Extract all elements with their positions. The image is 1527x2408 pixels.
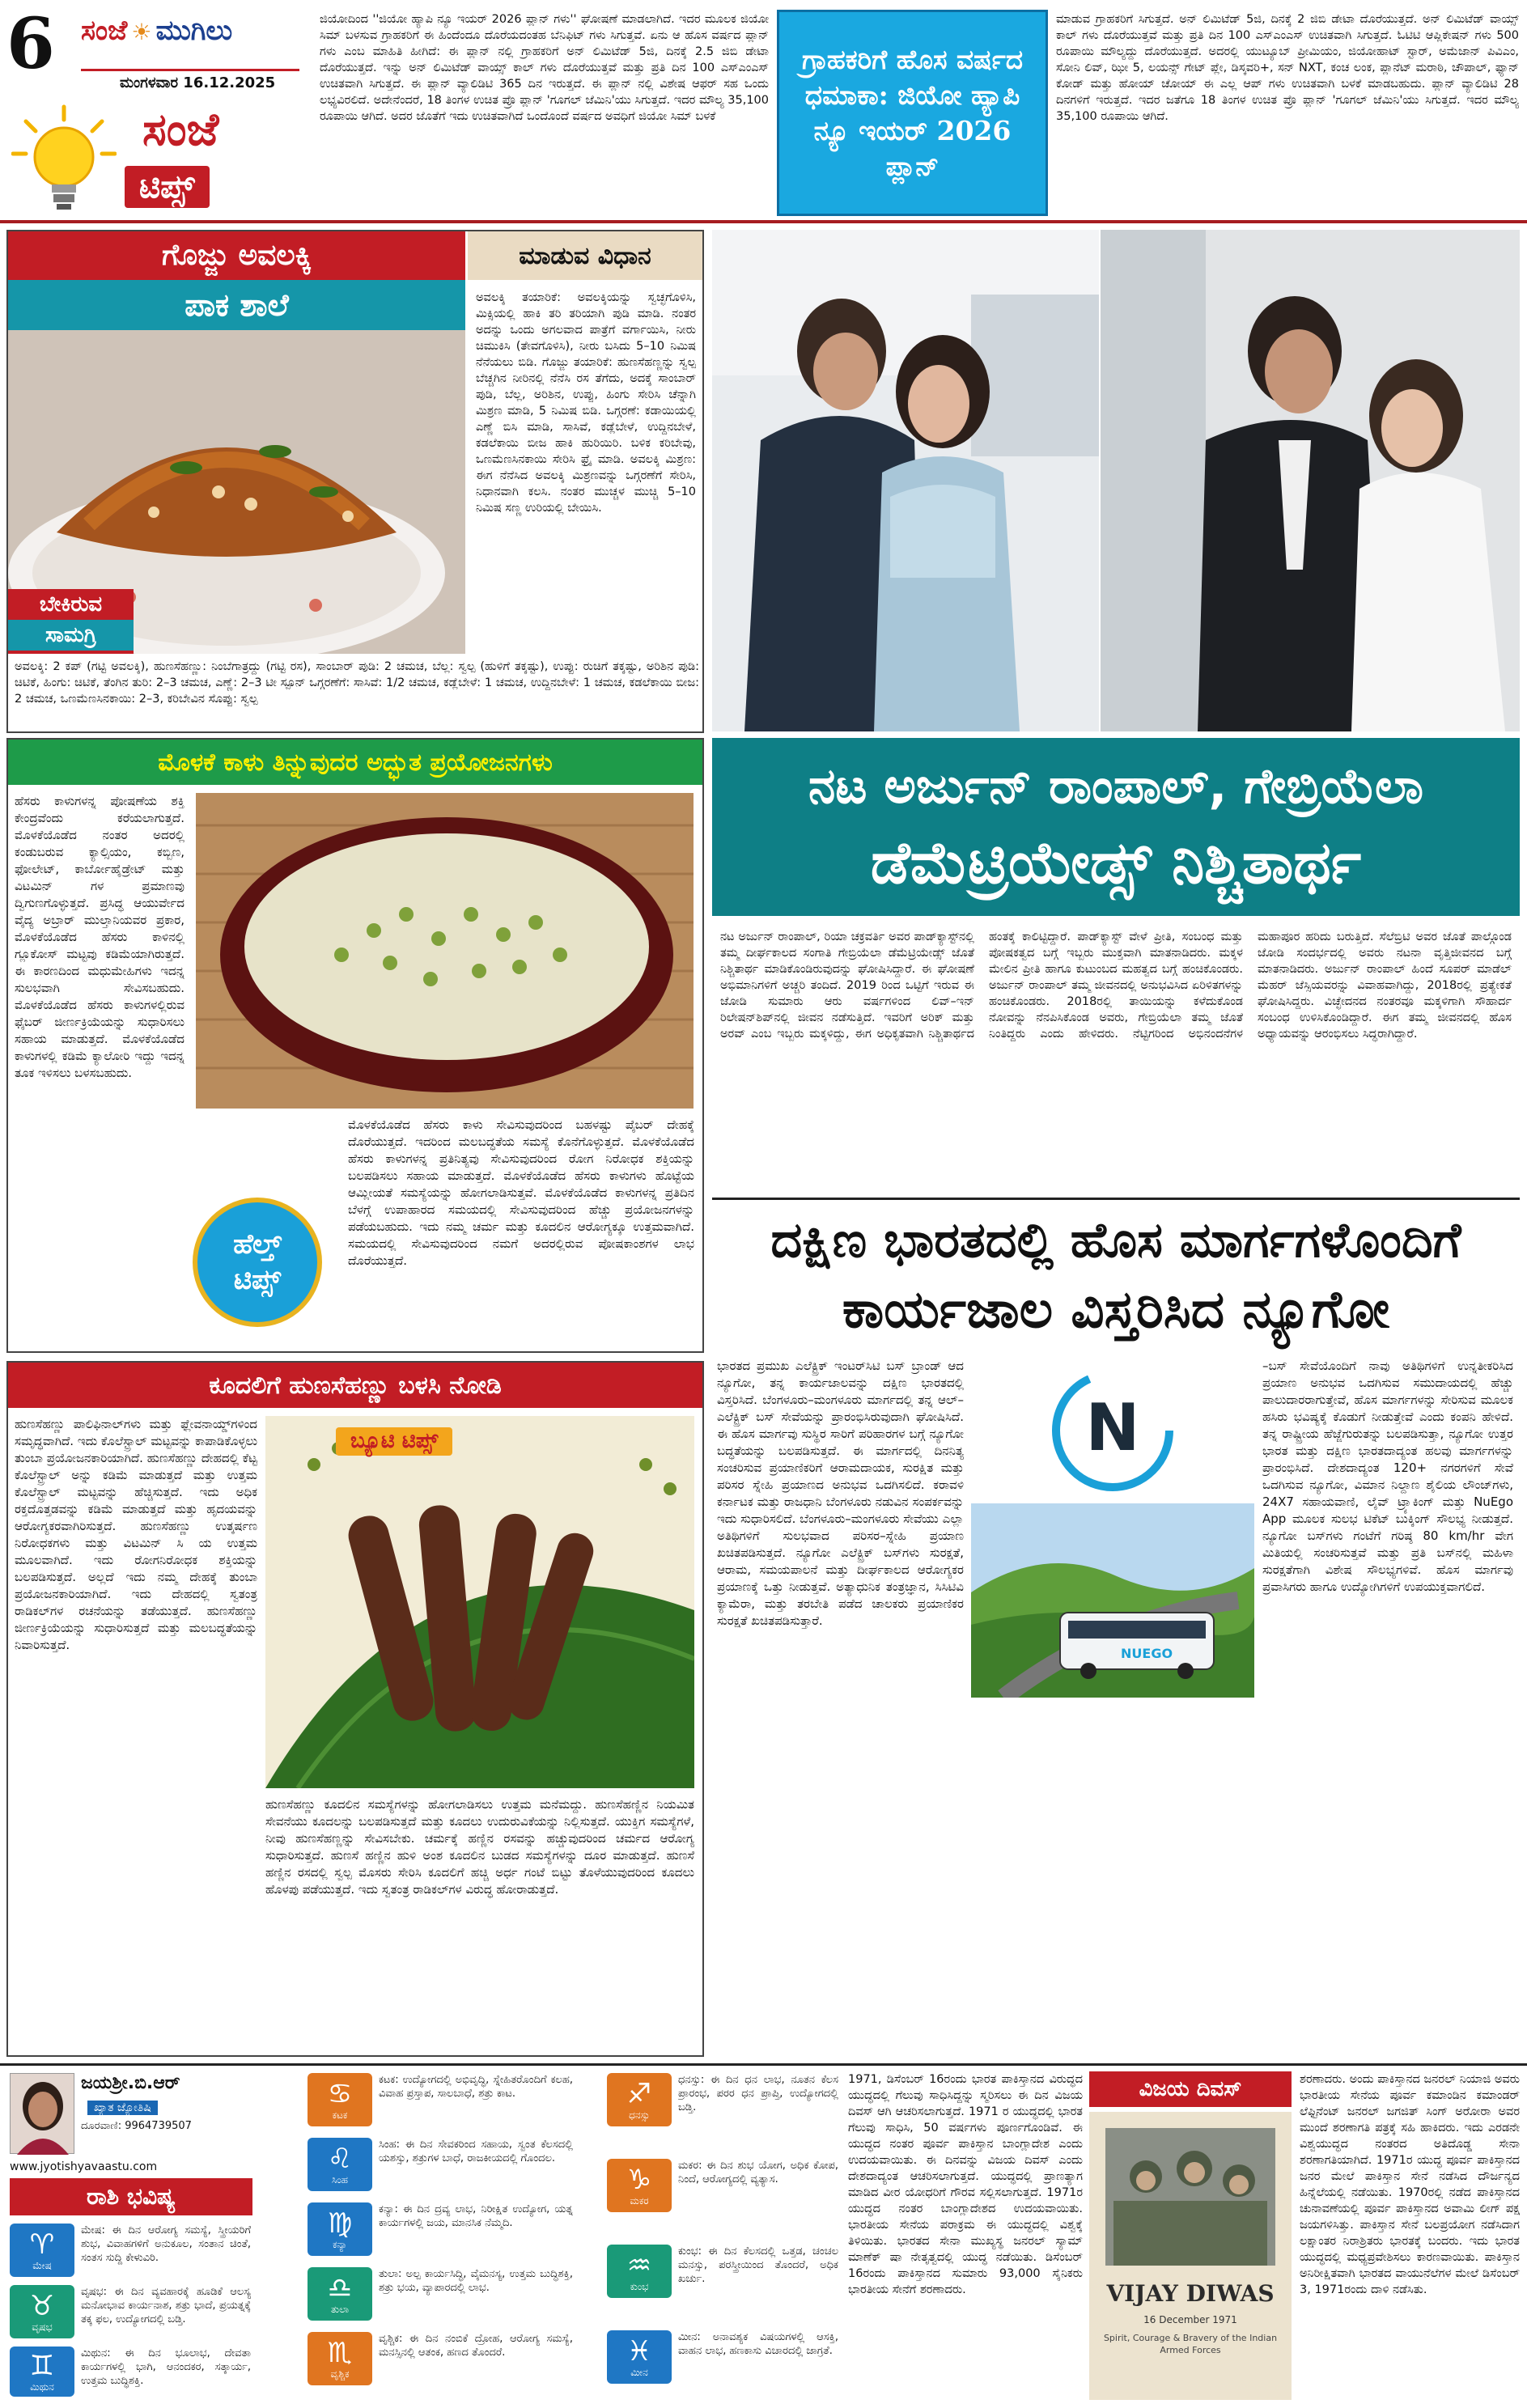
astrologer-phone: ದೂರವಾಣಿ: 9964739507 [81, 2120, 192, 2132]
ingredients-label-line1: ಬೇಕಿರುವ [39, 592, 103, 617]
sprouts-title-bar [8, 740, 702, 785]
tips-title-line1: ಸಂಜೆ [142, 104, 219, 156]
sign-sagittarius [607, 2073, 840, 2144]
sign-libra-text: ತುಲಾ: ಅಲ್ಪ ಕಾರ್ಯಸಿದ್ಧಿ, ವೈಮನಸ್ಯ, ಉತ್ತಮ ಬುದ್ಧಿಶಕ್ತಿ, ಶತ್ರು ಭಯ, ವ್ಯಾಪಾರದಲ್ಲಿ ಲಾಭ. [379, 2268, 573, 2294]
nuego-headline [712, 1206, 1520, 1351]
nuego-body-right: –ಬಸ್ ಸೇವೆಯೊಂದಿಗೆ ನಾವು ಅತಿಥಿಗಳಿಗೆ ಉನ್ನತೀಕರಿಸಿದ ಪ್ರಯಾಣ ಅನುಭವ ಒದಗಿಸುವ ಸಮುದಾಯದಲ್ಲಿ ಹೆಚ್ಚು ಪಾಲುದಾರರಾಗುತ್ತೇವೆ, ಹೊಸ ಮಾರ್ಗಗಳನ್ನು ಸೇರಿಸುವ ಮೂಲಕ ಹಸಿರು ಭವಿಷ್ಯಕ್ಕೆ ಕೊಡುಗೆ ನೀಡುತ್ತೇವೆ ಎಂದು ಕಂಪನಿ ಹೇಳಿದೆ. ತನ್ನ ರಾಷ್ಟ್ರೀಯ ಹೆಜ್ಜೆಗುರುತನ್ನು ಬಲಪಡಿಸುತ್ತಾ, ನ್ಯೂಗೋ ಉತ್ತರ ಭಾರತ ಮತ್ತು ದಕ್ಷಿಣ ಭಾರತದಾದ್ಯಂತ ಹಲವು ಮಾರ್ಗಗಳನ್ನು ಪ್ರಾರಂಭಿಸಿದೆ. ದೇಶದಾದ್ಯಂತ 120+ ನಗರಗಳಿಗೆ ಸೇವೆ ಒದಗಿಸುವ ನ್ಯೂಗೋ, ವಿಮಾನ ನಿಲ್ದಾಣ ಶೈಲಿಯ ಲೌಂಜ್‌ಗಳು, 24X7 ಸಹಾಯವಾಣಿ, ಲೈವ್ ಟ್ರ್ಯಾಕಿಂಗ್ ಮತ್ತು NuEgo App ಮೂಲಕ ಸುಲಭ ಟಿಕೆಟ್ ಬುಕ್ಕಿಂಗ್ ಸೌಲಭ್ಯ ನೀಡುತ್ತದೆ. ನ್ಯೂಗೋ ಬಸ್‌ಗಳು ಗಂಟೆಗೆ ಗರಿಷ್ಠ 80 km/hr ವೇಗ ಮಿತಿಯಲ್ಲಿ ಸಂಚರಿಸುತ್ತವೆ ಮತ್ತು ಪ್ರತಿ ಬಸ್‌ನಲ್ಲಿ ಮಹಿಳಾ ಸುರಕ್ಷತೆಗಾಗಿ ವಿಶೇಷ ಸೌಲಭ್ಯಗಳಿವೆ. ಹೊಸ ಮಾರ್ಗವು ಪ್ರವಾಸಿಗರು ಹಾಗೂ ಉದ್ಯೋಗಿಗಳಿಗೆ ಉಪಯುಕ್ತವಾಗಲಿದೆ. [1262, 1359, 1513, 1594]
vijay-body-left: 1971, ಡಿಸೆಂಬರ್ 16ರಂದು ಭಾರತ ಪಾಕಿಸ್ತಾನದ ವಿರುದ್ಧದ ಯುದ್ಧದಲ್ಲಿ ಗೆಲುವು ಸಾಧಿಸಿದ್ದನ್ನು ಸ್ಮರಿಸಲು ಈ ದಿನ ವಿಜಯ ದಿವಸ್ ಆಗಿ ಆಚರಿಸಲಾಗುತ್ತದೆ. 1971 ರ ಯುದ್ಧದಲ್ಲಿ ಭಾರತ ಗೆಲುವು ಸಾಧಿಸಿ, 50 ವರ್ಷಗಳು ಪೂರ್ಣಗೊಂಡಿವೆ. ಈ ಯುದ್ಧದ ನಂತರ ಪೂರ್ವ ಪಾಕಿಸ್ತಾನ ಬಾಂಗ್ಲಾದೇಶ ಎಂದು ಉದಯವಾಯಿತು. ಈ ದಿನವನ್ನು ವಿಜಯ ದಿವಸ್ ಎಂದು ದೇಶದಾದ್ಯಂತ ಆಚರಿಸಲಾಗುತ್ತದೆ. ಯುದ್ಧದಲ್ಲಿ ಪ್ರಾಣತ್ಯಾಗ ಮಾಡಿದ ವೀರ ಯೋಧರಿಗೆ ಗೌರವ ಸಲ್ಲಿಸಲಾಗುತ್ತದೆ. 1971ರ ಯುದ್ಧದ ನಂತರ ಬಾಂಗ್ಲಾದೇಶದ ಉದಯವಾಯಿತು. ಭಾರತೀಯ ಸೇನೆಯ ಪರಾಕ್ರಮ ಈ ಯುದ್ಧದಲ್ಲಿ ವಿಶ್ವಕ್ಕೆ ತಿಳಿಯಿತು. ಭಾರತದ ಸೇನಾ ಮುಖ್ಯಸ್ಥ ಜನರಲ್ ಸ್ಯಾಮ್ ಮಾಣೆಕ್ ಷಾ ನೇತೃತ್ವದಲ್ಲಿ ಯುದ್ಧ ನಡೆಯಿತು. ಡಿಸೆಂಬರ್ 16ರಂದು ಪಾಕಿಸ್ತಾನದ ಸುಮಾರು 93,000 ಸೈನಿಕರು ಭಾರತೀಯ ಸೇನೆಗೆ ಶರಣಾದರು. [848, 2073, 1083, 2296]
sign-virgo [308, 2202, 575, 2261]
kitchen-label: ಪಾಕ ಶಾಲೆ [185, 286, 289, 323]
jio-headline-box [777, 10, 1048, 216]
sign-capricorn-text: ಮಕರ: ಈ ದಿನ ಶುಭ ಯೋಗ, ಅಧಿಕ ಕೋಪ, ನಿಂದೆ, ಆರೋಗ್ಯದಲ್ಲಿ ವ್ಯತ್ಯಾಸ. [678, 2160, 838, 2185]
palm-icon: ☀ [131, 19, 152, 45]
nuego-headline-line1: ದಕ್ಷಿಣ ಭಾರತದಲ್ಲಿ ಹೊಸ ಮಾರ್ಗಗಳೊಂದಿಗೆ [770, 1212, 1461, 1269]
arjun-body: ನಟ ಅರ್ಜುನ್ ರಾಂಪಾಲ್, ರಿಯಾ ಚಕ್ರವರ್ತಿ ಅವರ ಪಾಡ್‌ಕ್ಯಾಸ್ಟ್‌ನಲ್ಲಿ ತಮ್ಮ ದೀರ್ಘಕಾಲದ ಸಂಗಾತಿ ಗೇಬ್ರಿಯೆಲಾ ಡೆಮೆಟ್ರಿಯೇಡ್ಸ್ ಜೊತೆ ನಿಶ್ಚಿತಾರ್ಥ ಮಾಡಿಕೊಂಡಿರುವುದನ್ನು ಘೋಷಿಸಿದ್ದಾರೆ. ಈ ಘೋಷಣೆ ಅಭಿಮಾನಿಗಳಿಗೆ ಅಚ್ಚರಿ ತಂದಿದೆ. 2019 ರಿಂದ ಒಟ್ಟಿಗೆ ಇರುವ ಈ ಜೋಡಿ ಸುಮಾರು ಆರು ವರ್ಷಗಳಿಂದ ಲಿವ್–ಇನ್ ರಿಲೇಷನ್‌ಶಿಪ್‌ನಲ್ಲಿ ಜೀವನ ನಡೆಸುತ್ತಿದೆ. ಇವರಿಗೆ ಅರಿಕ್ ಮತ್ತು ಅರವ್ ಎಂಬ ಇಬ್ಬರು ಮಕ್ಕಳಿದ್ದು, ಈಗ ಅಧಿಕೃತವಾಗಿ ನಿಶ್ಚಿತಾರ್ಥದ ಹಂತಕ್ಕೆ ಕಾಲಿಟ್ಟಿದ್ದಾರೆ. ಪಾಡ್‌ಕ್ಯಾಸ್ಟ್ ವೇಳೆ ಪ್ರೀತಿ, ಸಂಬಂಧ ಮತ್ತು ಪೋಷಕತ್ವದ ಬಗ್ಗೆ ಇಬ್ಬರು ಮುಕ್ತವಾಗಿ ಮಾತನಾಡಿದರು. ಮಕ್ಕಳ ಮೇಲಿನ ಪ್ರೀತಿ ಹಾಗೂ ಕುಟುಂಬದ ಮಹತ್ವದ ಬಗ್ಗೆ ಹಂಚಿಕೊಂಡರು. ಅರ್ಜುನ್ ರಾಂಪಾಲ್ ತಮ್ಮ ಜೀವನದಲ್ಲಿ ಅನುಭವಿಸಿದ ಏರಿಳಿತಗಳನ್ನು ಹಂಚಿಕೊಂಡರು. 2018ರಲ್ಲಿ ತಾಯಿಯನ್ನು ಕಳೆದುಕೊಂಡ ನೋವನ್ನು ನೆನಪಿಸಿಕೊಂಡ ಅವರು, ಗೇಬ್ರಿಯೆಲಾ ತಮ್ಮ ಜೊತೆ ನಿಂತಿದ್ದರು ಎಂದು ಹೇಳಿದರು. ನೆಟ್ಟಿಗರಿಂದ ಅಭಿನಂದನೆಗಳ ಮಹಾಪೂರ ಹರಿದು ಬರುತ್ತಿದೆ. ಸೆಲೆಬ್ರಿಟಿ ಅವರ ಜೊತೆ ಪಾಲ್ಗೊಂಡ ಜೋಡಿ ಸಂದರ್ಭದಲ್ಲಿ ಅವರು ನಟನಾ ವೃತ್ತಿಜೀವನದ ಬಗ್ಗೆ ಮಾತನಾಡಿದರು. ಅರ್ಜುನ್ ರಾಂಪಾಲ್ ಹಿಂದೆ ಸೂಪರ್ ಮಾಡೆಲ್ ಮೆಹರ್ ಜೆಸ್ಸಿಯವರನ್ನು ವಿವಾಹವಾಗಿದ್ದು, 2018ರಲ್ಲಿ ಪ್ರತ್ಯೇಕತೆ ಘೋಷಿಸಿದ್ದರು. ವಿಚ್ಛೇದನದ ನಂತರವೂ ಮಕ್ಕಳಿಗಾಗಿ ಸೌಹಾರ್ದ ಸಂಬಂಧ ಉಳಿಸಿಕೊಂಡಿದ್ದಾರೆ. ಈಗ ತಮ್ಮ ಜೀವನದಲ್ಲಿ ಹೊಸ ಅಧ್ಯಾಯವನ್ನು ಆರಂಭಿಸಲು ಸಿದ್ಧರಾಗಿದ್ದಾರೆ. [720, 931, 1512, 1041]
sprouts-body-right: ಮೊಳಕೆಯೊಡೆದ ಹೆಸರು ಕಾಳು ಸೇವಿಸುವುದರಿಂದ ಬಹಳಷ್ಟು ಪೈಬರ್ ದೇಹಕ್ಕೆ ದೊರೆಯುತ್ತದೆ. ಇದರಿಂದ ಮಲಬದ್ಧತೆಯ ಸಮಸ್ಯೆ ಕೊನೆಗೊಳ್ಳುತ್ತದೆ. ಮೊಳಕೆಯೊಡೆದ ಹೆಸರು ಕಾಳುಗಳನ್ನ ಪ್ರತಿನಿತ್ಯವು ಸೇವಿಸುವುದರಿಂದ ರೋಗ ನಿರೋಧಕ ಶಕ್ತಿಯನ್ನು ಬಲಪಡಿಸಲು ಸಹಾಯ ಮಾಡುತ್ತದೆ. ಮೊಳಕೆಯೊಡೆದ ಹೆಸರು ಕಾಳುಗಳು ಹೊಟ್ಟೆಯ ಆಮ್ಲೀಯತೆ ಸಮಸ್ಯೆಯನ್ನು ಹೋಗಲಾಡಿಸುತ್ತವೆ. ಮೊಳಕೆಯೊಡೆದ ಕಾಳುಗಳನ್ನ ಪ್ರತಿದಿನ ಬೆಳಗ್ಗೆ ಉಪಾಹಾರದ ಸಮಯದಲ್ಲಿ ಸೇವಿಸುವುದರಿಂದ ಹೆಚ್ಚು ಪ್ರಯೋಜನಗಳನ್ನು ಪಡೆಯಬಹುದು. ಇದು ನಮ್ಮ ಚರ್ಮ ಮತ್ತು ಕೂದಲಿನ ಆರೋಗ್ಯಕ್ಕೂ ಉತ್ತಮವಾಗಿದೆ. ಸಮಯದಲ್ಲಿ ಸೇವಿಸುವುದರಿಂದ ನಮಗೆ ಅದರಲ್ಲಿರುವ ಪೋಷಕಾಂಶಗಳ ಲಾಭ ದೊರೆಯುತ್ತದೆ. [348, 1117, 694, 1268]
brand-name-part2: ಮುಗಿಲು [155, 15, 233, 47]
nuego-headline-line2: ಕಾರ್ಯಜಾಲ ವಿಸ್ತರಿಸಿದ ನ್ಯೂಗೋ [842, 1280, 1390, 1340]
sign-sagittarius-text: ಧನಸ್ಸು: ಈ ದಿನ ಧನ ಲಾಭ, ನೂತನ ಕೆಲಸ ಪ್ರಾರಂಭ, ಪರರ ಧನ ಪ್ರಾಪ್ತಿ, ಉದ್ಯೋಗದಲ್ಲಿ ಬಡ್ತಿ. [678, 2074, 838, 2113]
brand-logo [81, 15, 299, 71]
recipe-section [6, 230, 704, 733]
arjun-gabriella-photo-left [712, 230, 1099, 731]
health-tips-line2: ಟಿಪ್ಸ್ [233, 1264, 282, 1296]
ingredients-label [8, 589, 134, 654]
sign-aquarius [607, 2245, 840, 2316]
cancer-icon: ♋ ಕಟಕ [308, 2073, 372, 2126]
sign-leo-text: ಸಿಂಹ: ಈ ದಿನ ಸೇವಕರಿಂದ ಸಹಾಯ, ಸ್ವಂತ ಕೆಲಸದಲ್ಲಿ ಯಶಸ್ಸು, ಶತ್ರುಗಳ ಬಾಧೆ, ರಾಜಕೀಯದಲ್ಲಿ ಗೊಂದಲ. [379, 2139, 573, 2164]
sign-cancer [308, 2073, 575, 2131]
scorpio-icon: ♏ ವೃಶ್ಚಿಕ [308, 2332, 372, 2385]
health-tips-badge [193, 1198, 322, 1327]
sign-aries-text: ಮೇಷ: ಈ ದಿನ ಆರೋಗ್ಯ ಸಮಸ್ಯೆ, ಸ್ತ್ರೀಯರಿಗೆ ಶುಭ, ವಿವಾಹಗಳಿಗೆ ಅನುಕೂಲ, ಸಂತಾನ ಚಿಂತೆ, ಸಂತಸ ಸುದ್ದಿ ಕೇಳುವಿರಿ. [81, 2224, 251, 2264]
astrologer-website: www.jyotishyavaastu.com [10, 2160, 158, 2173]
masthead [6, 3, 306, 214]
kitchen-label-bar [8, 280, 465, 330]
horoscope-section [6, 2070, 840, 2402]
pisces-icon: ♓ ಮೀನ [607, 2330, 672, 2384]
lightbulb-icon [11, 104, 117, 213]
vijay-poster-date: 16 December 1971 [1143, 2314, 1237, 2325]
sign-gemini-text: ಮಿಥುನ: ಈ ದಿನ ಭೂಲಾಭ, ದೇವತಾ ಕಾರ್ಯಗಳಲ್ಲಿ ಭಾಗಿ, ಆನಂದಕರ, ಸತ್ಕಾರ್ಯ, ಉತ್ತಮ ಬುದ್ಧಿಶಕ್ತಿ. [81, 2347, 251, 2387]
sign-scorpio [308, 2332, 575, 2397]
aquarius-icon: ♒ ಕುಂಭ [607, 2245, 672, 2298]
recipe-ingredients-text: ಅವಲಕ್ಕಿ: 2 ಕಪ್ (ಗಟ್ಟಿ ಅವಲಕ್ಕಿ), ಹುಣಸೆಹಣ್ಣು: ನಿಂಬೆಗಾತ್ರದ್ದು (ಗಟ್ಟಿ ರಸ), ಸಾಂಬಾರ್ ಪುಡಿ: 2 ಚಮಚ, ಬೆಲ್ಲ: ಸ್ವಲ್ಪ (ಹುಳಿಗೆ ತಕ್ಕಷ್ಟು), ಉಪ್ಪು: ರುಚಿಗೆ ತಕ್ಕಷ್ಟು, ಅರಿಶಿನ ಪುಡಿ: ಚಿಟಿಕೆ, ಹಿಂಗು: ಚಿಟಿಕೆ, ತೆಂಗಿನ ತುರಿ: 2–3 ಚಮಚ, ಎಣ್ಣೆ: 2–3 ಟೀ ಸ್ಪೂನ್ ಒಗ್ಗರಣೆಗೆ: ಸಾಸಿವೆ: 1/2 ಚಮಚ, ಕಡ್ಲೆಬೇಳೆ: 1 ಚಮಚ, ಉದ್ದಿನಬೇಳೆ: 1 ಚಮಚ, ಕಡಲೆಕಾಯಿ ಬೀಜ: 2 ಚಮಚ, ಒಣಮೆಣಸಿನಕಾಯಿ: 2–3, ಕರಿಬೇವಿನ ಸೊಪ್ಪು: ಸ್ವಲ್ಪ [15, 660, 699, 706]
capricorn-icon: ♑ ಮಕರ [607, 2159, 672, 2212]
brand-name-part1: ಸಂಜೆ [81, 15, 128, 47]
sign-leo [308, 2138, 575, 2196]
recipe-title-bar [8, 231, 465, 280]
beauty-tips-label: ಬ್ಯೂಟಿ ಟಿಪ್ಸ್ [336, 1427, 452, 1456]
sprouts-title: ಮೊಳಕೆ ಕಾಳು ತಿನ್ನುವುದರ ಅದ್ಭುತ ಪ್ರಯೋಜನಗಳು [158, 748, 553, 777]
arjun-headline-line2: ಡೆಮೆಟ್ರಿಯೇಡ್ಸ್ ನಿಶ್ಚಿತಾರ್ಥ [870, 829, 1362, 897]
sprouts-body-left: ಹೆಸರು ಕಾಳುಗಳನ್ನ ಪೋಷಣೆಯ ಶಕ್ತಿ ಕೇಂದ್ರವೆಂದು ಕರೆಯಲಾಗುತ್ತದೆ. ಮೊಳಕೆಯೊಡೆದ ನಂತರ ಅದರಲ್ಲಿ ಕಂಡುಬರುವ ಕ್ಯಾಲ್ಸಿಯಂ, ಕಬ್ಬಿಣ, ಫೋಲೇಟ್, ಕಾರ್ಬೋಹೈಡ್ರೇಟ್ ಮತ್ತು ವಿಟಮಿನ್ ಗಳ ಪ್ರಮಾಣವು ದ್ವಿಗುಣಗೊಳ್ಳುತ್ತದೆ. ಪ್ರಸಿದ್ಧ ಆಯುರ್ವೇದ ವೈದ್ಯ ಅಬ್ರಾರ್ ಮುಲ್ತಾನಿಯವರ ಪ್ರಕಾರ, ಮೊಳಕೆಯೊಡೆದ ಹೆಸರು ಕಾಳಿನಲ್ಲಿ ಗ್ಲೂಕೋಸ್ ಮಟ್ಟವು ಕಡಿಮೆಯಾಗಿರುತ್ತದೆ. ಈ ಕಾರಣದಿಂದ ಮಧುಮೇಹಿಗಳು ಇದನ್ನ ಸುಲಭವಾಗಿ ಸೇವಿಸಬಹುದು. ಮೊಳಕೆಯೊಡೆದ ಹೆಸರು ಕಾಳುಗಳಲ್ಲಿರುವ ಫೈಬರ್ ಜೀರ್ಣಕ್ರಿಯೆಯನ್ನು ಸುಧಾರಿಸಲು ಸಹಾಯ ಮಾಡುತ್ತದೆ. ಮೊಳಕೆಯೊಡೆದ ಕಾಳುಗಳಲ್ಲಿ ಕಡಿಮೆ ಕ್ಯಾಲೋರಿ ಇದ್ದು ಇದನ್ನ ತೂಕ ಇಳಿಸಲು ಬಳಸಬಹುದು. [15, 794, 185, 1080]
tamarind-title-bar [8, 1363, 702, 1408]
jio-headline: ಗ್ರಾಹಕರಿಗೆ ಹೊಸ ವರ್ಷದ ಧಮಾಕಾ: ಜಿಯೋ ಹ್ಯಾಪಿ ನ್ಯೂ ಇಯರ್ 2026 ಪ್ಲಾನ್ [801, 43, 1024, 182]
method-label-bar [465, 231, 702, 280]
sign-gemini [10, 2347, 252, 2400]
sign-pisces-text: ಮೀನ: ಅನಾವಶ್ಯಕ ವಿಷಯಗಳಲ್ಲಿ ಆಸಕ್ತಿ, ವಾಹನ ಲಾಭ, ಹಣಕಾಸು ವಿಚಾರದಲ್ಲಿ ಜಾಗ್ರತೆ. [678, 2331, 838, 2357]
vijay-title: ವಿಜಯ ದಿವಸ್ [1139, 2076, 1242, 2101]
astrologer-photo [10, 2073, 74, 2154]
tamarind-body-right: ಹುಣಸೆಹಣ್ಣು ಕೂದಲಿನ ಸಮಸ್ಯೆಗಳನ್ನು ಹೋಗಲಾಡಿಸಲು ಉತ್ತಮ ಮನೆಮದ್ದು. ಹುಣಸೆಹಣ್ಣಿನ ನಿಯಮಿತ ಸೇವನೆಯು ಕೂದಲನ್ನು ಬಲಪಡಿಸುತ್ತದೆ ಮತ್ತು ಕೂದಲು ಉದುರುವಿಕೆಯನ್ನು ನಿಲ್ಲಿಸುತ್ತದೆ. ಯುಕ್ತಿಗ ಸಮಸ್ಯೆಗಳೆ, ನೀವು ಹುಣಸೆಹಣ್ಣನ್ನು ಸೇವಿಸಬೇಕು. ಚರ್ಮಕ್ಕೆ ಹಣ್ಣಿನ ರಸವನ್ನು ಹಚ್ಚುವುದರಿಂದ ಚರ್ಮದ ಆರೋಗ್ಯ ಸುಧಾರಿಸುತ್ತದೆ. ಹುಣಸೆ ಹಣ್ಣಿನ ಹುಳಿ ಅಂಶ ಕೂದಲಿನ ಬುಡದ ಸಮಸ್ಯೆಗಳನ್ನು ದೂರ ಮಾಡುತ್ತದೆ. ಹುಣಸೆ ಹಣ್ಣಿನ ರಸದಲ್ಲಿ ಸ್ವಲ್ಪ ಮೊಸರು ಸೇರಿಸಿ ಕೂದಲಿಗೆ ಹಚ್ಚಿ ಅರ್ಧ ಗಂಟೆ ಬಿಟ್ಟು ತೊಳೆಯುವುದರಿಂದ ಕೂದಲು ಹೊಳಪು ಪಡೆಯುತ್ತದೆ. ಇದು ಸ್ವತಂತ್ರ ರಾಡಿಕಲ್‌ಗಳ ವಿರುದ್ಧ ಹೋರಾಡುತ್ತದೆ. [265, 1797, 694, 1897]
vijay-body-right: ಶರಣಾದರು. ಅಂದು ಪಾಕಿಸ್ತಾನದ ಜನರಲ್ ನಿಯಾಜಿ ಅವರು ಭಾರತೀಯ ಸೇನೆಯ ಪೂರ್ವ ಕಮಾಂಡಿನ ಕಮಾಂಡರ್ ಲೆಫ್ಟಿನೆಂಟ್ ಜನರಲ್ ಜಗಜಿತ್ ಸಿಂಗ್ ಅರೋರಾ ಅವರ ಮುಂದೆ ಶರಣಾಗತಿ ಪತ್ರಕ್ಕೆ ಸಹಿ ಹಾಕಿದರು. ಇದು ಎರಡನೇ ವಿಶ್ವಯುದ್ಧದ ನಂತರದ ಅತಿದೊಡ್ಡ ಸೇನಾ ಶರಣಾಗತಿಯಾಗಿದೆ. 1971ರ ಯುದ್ಧ ಪೂರ್ವ ಪಾಕಿಸ್ತಾನದ ಜನರ ಮೇಲೆ ಪಾಕಿಸ್ತಾನ ಸೇನೆ ನಡೆಸಿದ ದೌರ್ಜನ್ಯದ ಹಿನ್ನೆಲೆಯಲ್ಲಿ ನಡೆಯಿತು. 1970ರಲ್ಲಿ ನಡೆದ ಪಾಕಿಸ್ತಾನದ ಚುನಾವಣೆಯಲ್ಲಿ ಪೂರ್ವ ಪಾಕಿಸ್ತಾನದ ಅವಾಮಿ ಲೀಗ್ ಪಕ್ಷ ಜಯಗಳಿಸಿತ್ತು. ಪಾಕಿಸ್ತಾನ ಸೇನೆ ಬಲಪ್ರಯೋಗ ನಡೆಸಿದಾಗ ಲಕ್ಷಾಂತರ ನಿರಾಶ್ರಿತರು ಭಾರತಕ್ಕೆ ಬಂದರು. ಇದು ಭಾರತ ಯುದ್ಧದಲ್ಲಿ ಮಧ್ಯಪ್ರವೇಶಿಸಲು ಕಾರಣವಾಯಿತು. ಪಾಕಿಸ್ತಾನ ಅನಿರೀಕ್ಷಿತವಾಗಿ ಭಾರತದ ವಾಯುನೆಲೆಗಳ ಮೇಲೆ ಡಿಸೆಂಬರ್ 3, 1971ರಂದು ದಾಳಿ ನಡೆಸಿತು. [1300, 2073, 1520, 2296]
tamarind-body-left: ಹುಣಸೆಹಣ್ಣು ಪಾಲಿಫಿನಾಲ್‌ಗಳು ಮತ್ತು ಫ್ಲೇವನಾಯ್ಡ್‌ಗಳಿಂದ ಸಮೃದ್ಧವಾಗಿದೆ. ಇದು ಕೊಲೆಸ್ಟ್ರಾಲ್ ಮಟ್ಟವನ್ನು ಕಾಪಾಡಿಕೊಳ್ಳಲು ತುಂಬಾ ಪ್ರಯೋಜನಕಾರಿಯಾಗಿದೆ. ಹುಣಸೆಹಣ್ಣು ದೇಹದಲ್ಲಿ ಕೆಟ್ಟ ಕೊಲೆಸ್ಟ್ರಾಲ್ ಅನ್ನು ಕಡಿಮೆ ಮಾಡುತ್ತದೆ ಮತ್ತು ಉತ್ತಮ ಕೊಲೆಸ್ಟ್ರಾಲ್ ಮಟ್ಟವನ್ನು ಹೆಚ್ಚಿಸುತ್ತದೆ. ಇದು ಅಧಿಕ ರಕ್ತದೊತ್ತಡವನ್ನು ಕಡಿಮೆ ಮಾಡುತ್ತದೆ ಮತ್ತು ಹೃದಯವನ್ನು ಆರೋಗ್ಯಕರವಾಗಿರಿಸುತ್ತದೆ. ಹುಣಸೆಹಣ್ಣು ಉತ್ಕರ್ಷಣ ನಿರೋಧಕಗಳು ಮತ್ತು ವಿಟಮಿನ್ ಸಿ ಯ ಉತ್ತಮ ಮೂಲವಾಗಿದೆ. ಇದು ರೋಗನಿರೋಧಕ ಶಕ್ತಿಯನ್ನು ಬಲಪಡಿಸುತ್ತದೆ. ಅಲ್ಲದೆ ಇದು ನಮ್ಮ ದೇಹಕ್ಕೆ ತುಂಬಾ ಪ್ರಯೋಜನಕಾರಿಯಾಗಿದೆ. ಇದು ದೇಹದಲ್ಲಿ ಸ್ವತಂತ್ರ ರಾಡಿಕಲ್‌ಗಳ ರಚನೆಯನ್ನು ತಡೆಯುತ್ತದೆ. ಹುಣಸೆಹಣ್ಣು ಜೀರ್ಣಕ್ರಿಯೆಯನ್ನು ಸುಧಾರಿಸುತ್ತದೆ ಮತ್ತು ಮಲಬದ್ಧತೆಯನ್ನು ನಿವಾರಿಸುತ್ತದೆ. [15, 1417, 257, 1652]
astrologer-title: ಖ್ಯಾತ ಜ್ಯೋತಿಷಿ [87, 2101, 158, 2115]
recipe-method-text: ಅವಲಕ್ಕಿ ತಯಾರಿಕೆ: ಅವಲಕ್ಕಿಯನ್ನು ಸ್ವಚ್ಛಗೊಳಿಸಿ, ಮಿಕ್ಸಿಯಲ್ಲಿ ಹಾಕಿ ತರಿ ತರಿಯಾಗಿ ಪುಡಿ ಮಾಡಿ. ನಂತರ ಅದನ್ನು ಒಂದು ಅಗಲವಾದ ಪಾತ್ರೆಗೆ ವರ್ಗಾಯಿಸಿ, ನೀರು ಚಿಮುಕಿಸಿ (ತೇವಗೊಳಿಸಿ), ನೀರು ಬಸಿದು 5–10 ನಿಮಿಷ ನೆನೆಯಲು ಬಿಡಿ. ಗೊಜ್ಜು ತಯಾರಿಕೆ: ಹುಣಸೆಹಣ್ಣನ್ನು ಸ್ವಲ್ಪ ಬೆಚ್ಚಗಿನ ನೀರಿನಲ್ಲಿ ನೆನೆಸಿ ರಸ ತೆಗೆದು, ಅದಕ್ಕೆ ಸಾಂಬಾರ್ ಪುಡಿ, ಬೆಲ್ಲ, ಅರಿಶಿನ, ಉಪ್ಪು, ಹಿಂಗು ಸೇರಿಸಿ ಚೆನ್ನಾಗಿ ಮಿಶ್ರಣ ಮಾಡಿ, 5 ನಿಮಿಷ ಬಿಡಿ. ಒಗ್ಗರಣೆ: ಕಡಾಯಿಯಲ್ಲಿ ಎಣ್ಣೆ ಬಿಸಿ ಮಾಡಿ, ಸಾಸಿವೆ, ಕಡ್ಲೆಬೇಳೆ, ಉದ್ದಿನಬೇಳೆ, ಕಡಲೆಕಾಯಿ ಬೀಜ ಹಾಕಿ ಹುರಿಯಿರಿ. ಬಳಿಕ ಕರಿಬೇವು, ಒಣಮೆಣಸಿನಕಾಯಿ ಸೇರಿಸಿ ಫ್ರೈ ಮಾಡಿ. ಅವಲಕ್ಕಿ ಮಿಶ್ರಣ: ಈಗ ನೆನೆಸಿದ ಅವಲಕ್ಕಿ ಮಿಶ್ರಣವನ್ನು ಒಗ್ಗರಣೆಗೆ ಸೇರಿಸಿ, ನಿಧಾನವಾಗಿ ಕಲಸಿ. ನಂತರ ಮುಚ್ಚಳ ಮುಚ್ಚಿ 5–10 ನಿಮಿಷ ಸಣ್ಣ ಉರಿಯಲ್ಲಿ ಬೇಯಿಸಿ. [476, 291, 696, 515]
ingredients-label-line2: ಸಾಮಗ್ರಿ [8, 620, 134, 651]
tamarind-section [6, 1361, 704, 2057]
sign-aries [10, 2224, 252, 2280]
bottom-section-rule [0, 2063, 1527, 2066]
vijay-poster-subtitle: Spirit, Courage & Bravery of the Indian Armed Forces [1103, 2333, 1278, 2355]
sprouts-bowl-photo [196, 793, 694, 1109]
vijay-diwas-poster [1089, 2112, 1292, 2400]
sign-taurus [10, 2285, 252, 2342]
jio-body-right: ಮಾಡುವ ಗ್ರಾಹಕರಿಗೆ ಸಿಗುತ್ತದೆ. ಅನ್ ಲಿಮಿಟೆಡ್ 5ಜಿ, ದಿನಕ್ಕೆ 2 ಜಿಬಿ ಡೇಟಾ ದೊರೆಯುತ್ತದೆ. ಅನ್ ಲಿಮಿಟೆಡ್ ವಾಯ್ಸ್ ಕಾಲ್ ಗಳು ದೊರೆಯುತ್ತವೆ ಮತ್ತು ಪ್ರತಿ ದಿನ 100 ಎಸ್ಎಂಎಸ್ ಉಚಿತವಾಗಿ ಸಿಗುತ್ತದೆ. ಓಟಿಟಿ ಆಪ್ಲಿಕೇಷನ್ ಗಳು 500 ರೂಪಾಯಿ ಮೌಲ್ಯದ್ದು ದೊರೆಯುತ್ತದೆ. ಅದರಲ್ಲಿ ಯುಟ್ಯೂಬ್ ಪ್ರೀಮಿಯಂ, ಜಿಯೋಹಾಟ್ ಸ್ಟಾರ್, ಅಮೆಜಾನ್ ಪಿವಿಎಂ, ಸೋನಿ ಲಿವ್, ಝೀ 5, ಲಯನ್ಸ್ ಗೇಟ್ ಪ್ಲೇ, ಡಿಸ್ಕವರಿ+, ಸನ್ NXT, ಕಂಚ ಲಂಕ, ಪ್ಲಾನೆಟ್ ಮರಾಠಿ, ಚೌಪಾಲ್, ಫ್ಯಾನ್ ಕೋಡ್ ಮತ್ತು ಹೋಯ್ ಚೋಯ್ ಈ ಎಲ್ಲ ಆಪ್ ಗಳು ಉಚಿತವಾಗಿ ಬಳಕೆ ಮಾಡಬಹುದು. ಪ್ಲಾನ್ ವ್ಯಾಲಿಡಿಟಿ 28 ದಿನಗಳಿಗೆ ಇರುತ್ತದೆ. ಇದರ ಜತೆಗೂ 18 ತಿಂಗಳ ಉಚಿತ ಪ್ರೊ ಪ್ಲಾನ್ 'ಗೂಗಲ್ ಜೆಮಿನಿ'ಯು ಸಿಗುತ್ತದೆ. ಇದರ ಮೌಲ್ಯ 35,100 ರೂಪಾಯಿ ಆಗಿದೆ. [1056, 13, 1519, 123]
sign-cancer-text: ಕಟಕ: ಉದ್ಯೋಗದಲ್ಲಿ ಅಭಿವೃದ್ಧಿ, ಸ್ನೇಹಿತರೊಂದಿಗೆ ಕಲಹ, ವಿವಾಹ ಪ್ರಸ್ತಾಪ, ಸಾಲಬಾಧೆ, ಶತ್ರು ಕಾಟ. [379, 2074, 573, 2100]
sign-taurus-text: ವೃಷಭ: ಈ ದಿನ ವ್ಯವಹಾರಕ್ಕೆ ಹೂಡಿಕೆ ಆಲಸ್ಯ ಮನೋಭಾವ ಕಾರ್ಯನಾಶ, ಶತ್ರು ಭಾದೆ, ಪ್ರಯತ್ನಕ್ಕೆ ತಕ್ಕ ಫಲ, ಉದ್ಯೋಗದಲ್ಲಿ ಬಡ್ತಿ. [81, 2286, 251, 2325]
method-label: ಮಾಡುವ ವಿಧಾನ [519, 241, 651, 270]
sprouts-section [6, 738, 704, 1353]
tamarind-photo [265, 1416, 694, 1788]
sign-scorpio-text: ವೃಶ್ಚಿಕ: ಈ ದಿನ ನಂಬಿಕೆ ದ್ರೋಹ, ಆರೋಗ್ಯ ಸಮಸ್ಯೆ, ಮನಸ್ಸಿನಲ್ಲಿ ಆತಂಕ, ಹಣದ ತೊಂದರೆ. [379, 2333, 573, 2359]
vijay-poster-title: VIJAY DIWAS [1106, 2280, 1275, 2307]
aries-icon: ♈ ಮೇಷ [10, 2224, 74, 2277]
tamarind-title: ಕೂದಲಿಗೆ ಹುಣಸೆಹಣ್ಣು ಬಳಸಿ ನೋಡಿ [209, 1371, 502, 1400]
health-tips-line1: ಹೆಲ್ತ್ [233, 1228, 282, 1261]
arjun-bottom-rule [712, 1198, 1520, 1200]
sign-capricorn [607, 2159, 840, 2230]
libra-icon: ♎ ತುಲಾ [308, 2267, 372, 2321]
nuego-logo-letter: N [1085, 1390, 1140, 1465]
jio-body-left: ಜಿಯೋದಿಂದ ''ಜಿಯೋ ಹ್ಯಾಪಿ ನ್ಯೂ ಇಯರ್ 2026 ಪ್ಲಾನ್ ಗಳು'' ಘೋಷಣೆ ಮಾಡಲಾಗಿದೆ. ಇದರ ಮೂಲಕ ಜಿಯೋ ಸಿಮ್ ಬಳಸುವ ಗ್ರಾಹಕರಿಗೆ ಈ ಹಿಂದೆಂದೂ ದೊರೆಯದಂತಹ ಬೆನಿಫಿಟ್ ಗಳು ಸಿಗುತ್ತವೆ. ಏನು ಆ ಹೊಸ ವರ್ಷದ ಪ್ಲಾನ್ ಗಳು ಎಂಬ ಮಾಹಿತಿ ಹೀಗಿದೆ: ಈ ಪ್ಲಾನ್ ನಲ್ಲಿ ಗ್ರಾಹಕರಿಗೆ ಅನ್ ಲಿಮಿಟೆಡ್ 5ಜಿ, ದಿನಕ್ಕೆ 2.5 ಜಿಬಿ ಡೇಟಾ ದೊರೆಯುತ್ತದೆ. ಇನ್ನು ಅನ್ ಲಿಮಿಟೆಡ್ ವಾಯ್ಸ್ ಕಾಲ್ ಗಳು ದೊರೆಯುತ್ತವೆ ಮತ್ತು ಪ್ರತಿ ದಿನ 100 ಎಸ್ಎಂಎಸ್ ಉಚಿತವಾಗಿ ಸಿಗುತ್ತದೆ. ಈ ಪ್ಲಾನ್ ವ್ಯಾಲಿಡಿಟಿ 365 ದಿನ ಇರುತ್ತದೆ. ಈ ಪ್ಲಾನ್ ನಲ್ಲಿ ವಿಶೇಷ ಆಫರ್ ಸಹ ಒಂದು ಲಭ್ಯವಿರಲಿದೆ. ಅದೇನೆಂದರೆ, 18 ತಿಂಗಳ ಉಚಿತ ಪ್ರೊ ಪ್ಲಾನ್ 'ಗೂಗಲ್ ಜೆಮಿನಿ'ಯು ಸಿಗುತ್ತದೆ. ಇದರ ಮೌಲ್ಯ 35,100 ರೂಪಾಯಿ ಆಗಿದೆ. ಅದರ ಜೊತೆಗೆ ಇದು ಉಚಿತವಾಗಿದೆ ಒಂದೊಂದೆ ವರ್ಷದ ಅವಧಿಗೆ ಜಿಯೋ ಸಿಮ್ ಬಳಕೆ [320, 13, 769, 123]
masthead-divider [0, 220, 1527, 223]
nuego-body-left: ಭಾರತದ ಪ್ರಮುಖ ಎಲೆಕ್ಟ್ರಿಕ್ ಇಂಟರ್‌ಸಿಟಿ ಬಸ್ ಬ್ರಾಂಡ್ ಆದ ನ್ಯೂಗೋ, ತನ್ನ ಕಾರ್ಯಜಾಲವನ್ನು ದಕ್ಷಿಣ ಭಾರತದಲ್ಲಿ ವಿಸ್ತರಿಸಿದೆ. ಬೆಂಗಳೂರು–ಮಂಗಳೂರು ಮಾರ್ಗದಲ್ಲಿ ತನ್ನ ಆಲ್–ಎಲೆಕ್ಟ್ರಿಕ್ ಬಸ್ ಸೇವೆಯನ್ನು ಪ್ರಾರಂಭಿಸಿರುವುದಾಗಿ ಘೋಷಿಸಿದೆ. ಈ ಹೊಸ ಮಾರ್ಗವು ಸುಸ್ಥಿರ ಸಾರಿಗೆ ಪರಿಹಾರಗಳ ಬಗ್ಗೆ ನ್ಯೂಗೋ ಬದ್ಧತೆಯನ್ನು ಬಲಪಡಿಸುತ್ತದೆ. ಈ ಮಾರ್ಗದಲ್ಲಿ ದಿನನಿತ್ಯ ಸಂಚರಿಸುವ ಪ್ರಯಾಣಿಕರಿಗೆ ಆರಾಮದಾಯಕ, ಸುರಕ್ಷಿತ ಮತ್ತು ಪರಿಸರ ಸ್ನೇಹಿ ಪ್ರಯಾಣದ ಅನುಭವ ಒದಗಿಸಲಿದೆ. ಕರಾವಳಿ ಕರ್ನಾಟಕ ಮತ್ತು ರಾಜಧಾನಿ ಬೆಂಗಳೂರು ನಡುವಿನ ಸಂಪರ್ಕವನ್ನು ಇದು ಸುಧಾರಿಸಲಿದೆ. ಬೆಂಗಳೂರು–ಮಂಗಳೂರು ಸೇವೆಯು ಎಲ್ಲಾ ಅತಿಥಿಗಳಿಗೆ ಸುಲಭವಾದ ಪರಿಸರ–ಸ್ನೇಹಿ ಪ್ರಯಾಣ ಖಚಿತಪಡಿಸುತ್ತದೆ. ನ್ಯೂಗೋ ಎಲೆಕ್ಟ್ರಿಕ್ ಬಸ್‌ಗಳು ಸುರಕ್ಷತೆ, ಆರಾಮ, ಸಮಯಪಾಲನೆ ಮತ್ತು ದೀರ್ಘಕಾಲದ ಆರೋಗ್ಯಕರ ಪ್ರಯಾಣಕ್ಕೆ ಒತ್ತು ನೀಡುತ್ತವೆ. ಅತ್ಯಾಧುನಿಕ ತಂತ್ರಜ್ಞಾನ, ಸಿಸಿಟಿವಿ ಕ್ಯಾಮೆರಾ, ಮತ್ತು ತರಬೇತಿ ಪಡೆದ ಚಾಲಕರು ಪ್ರಯಾಣಿಕರ ಸುರಕ್ಷತೆ ಖಚಿತಪಡಿಸುತ್ತಾರೆ. [717, 1359, 964, 1628]
astrologer-name: ಜಯಶ್ರೀ.ಬಿ.ಆರ್ [81, 2073, 180, 2093]
sign-virgo-text: ಕನ್ಯಾ: ಈ ದಿನ ದ್ರವ್ಯ ಲಾಭ, ನಿರೀಕ್ಷಿತ ಉದ್ಯೋಗ, ಯತ್ನ ಕಾರ್ಯಗಳಲ್ಲಿ ಜಯ, ಮಾನಸಿಕ ನೆಮ್ಮದಿ. [379, 2203, 573, 2229]
sign-aquarius-text: ಕುಂಭ: ಈ ದಿನ ಕೆಲಸದಲ್ಲಿ ಒತ್ತಡ, ಚಂಚಲ ಮನಸ್ಸು, ಪರಸ್ತ್ರೀಯಿಂದ ತೊಂದರೆ, ಅಧಿಕ ಖರ್ಚು. [678, 2245, 838, 2285]
nuego-bus-photo [971, 1358, 1254, 1698]
page-number: 6 [6, 3, 55, 85]
recipe-title: ಗೊಜ್ಜು ಅವಲಕ್ಕಿ [162, 239, 312, 272]
sign-pisces [607, 2330, 840, 2398]
sign-libra [308, 2267, 575, 2325]
arjun-headline-bar [712, 738, 1520, 916]
taurus-icon: ♉ ವೃಷಭ [10, 2285, 74, 2338]
issue-date: ಮಂಗಳವಾರ 16.12.2025 [120, 74, 276, 91]
horoscope-title: ರಾಶಿ ಭವಿಷ್ಯ [87, 2183, 176, 2210]
gemini-icon: ♊ ಮಿಥುನ [10, 2347, 74, 2397]
vijay-title-bar [1089, 2071, 1292, 2107]
horoscope-title-bar [10, 2178, 252, 2215]
nuego-bus-label: NUEGO [1121, 1646, 1173, 1661]
virgo-icon: ♍ ಕನ್ಯಾ [308, 2202, 372, 2256]
sagittarius-icon: ♐ ಧನಸ್ಸು [607, 2073, 672, 2126]
arjun-headline-line1: ನಟ ಅರ್ಜುನ್ ರಾಂಪಾಲ್, ಗೇಬ್ರಿಯೆಲಾ [808, 758, 1424, 815]
leo-icon: ♌ ಸಿಂಹ [308, 2138, 372, 2191]
tips-title-line2: ಟಿಪ್ಸ್ [125, 166, 210, 208]
arjun-gabriella-photo-right [1101, 230, 1520, 731]
